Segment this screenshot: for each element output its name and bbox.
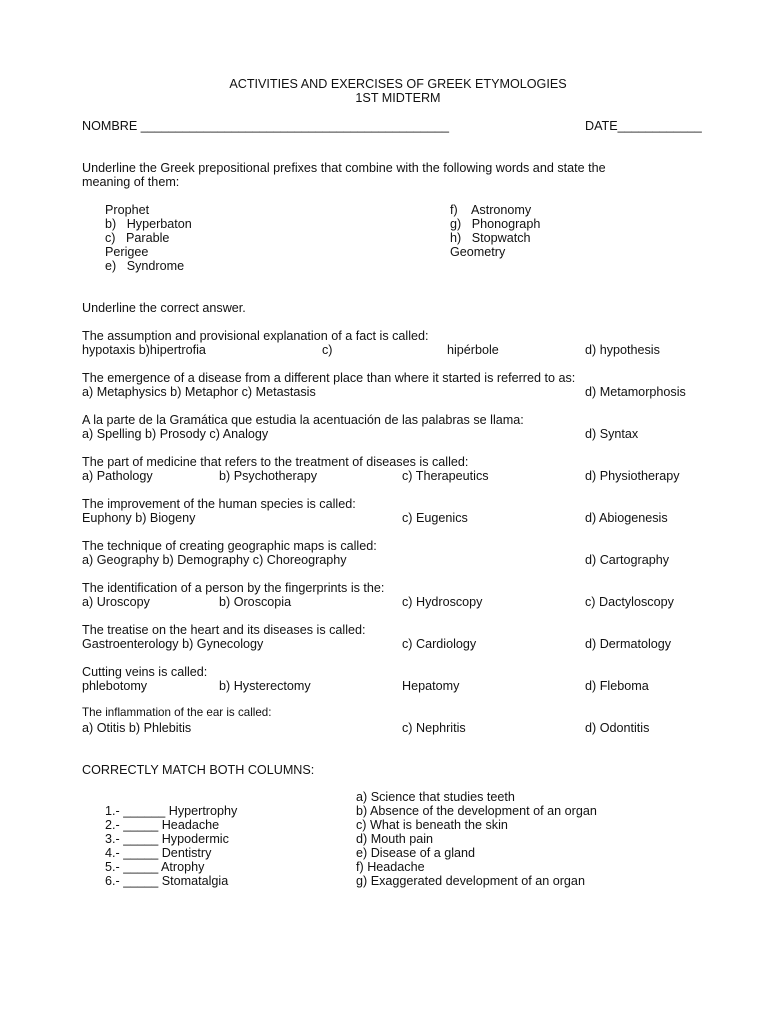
word-item: f) Astronomy	[450, 203, 532, 217]
word-item: h) Stopwatch	[450, 231, 531, 245]
answer-option-a: a) Geography b) Demography c) Choreography	[82, 553, 347, 567]
word-item: Perigee	[105, 245, 149, 259]
answer-option-a: a) Pathology	[82, 469, 153, 483]
answer-option-a: phlebotomy	[82, 679, 148, 693]
word-item: Prophet	[105, 203, 150, 217]
match-right-item: e) Disease of a gland	[356, 846, 476, 860]
word-item: b) Hyperbaton	[105, 217, 192, 231]
answer-option-d: d) Cartography	[585, 553, 669, 567]
section1-instruction-line1: Underline the Greek prepositional prefixes that combine with the following words and state the	[82, 161, 606, 175]
nombre-field: NOMBRE ____________________________________________	[82, 119, 449, 133]
document-subtitle: 1ST MIDTERM	[355, 91, 441, 105]
word-item: Geometry	[450, 245, 506, 259]
answer-option-d: c) Dactyloscopy	[585, 595, 674, 609]
section3-instruction: CORRECTLY MATCH BOTH COLUMNS:	[82, 763, 315, 777]
match-left-item: 4.- _____ Dentistry	[105, 846, 212, 860]
section2-instruction: Underline the correct answer.	[82, 301, 246, 315]
match-right-item: c) What is beneath the skin	[356, 818, 508, 832]
answer-option-a: a) Uroscopy	[82, 595, 150, 609]
match-left-item: 3.- _____ Hypodermic	[105, 832, 229, 846]
match-right-item: g) Exaggerated development of an organ	[356, 874, 585, 888]
answer-option-a: a) Spelling b) Prosody c) Analogy	[82, 427, 269, 441]
answer-option-c: c) Nephritis	[402, 721, 466, 735]
question-text: The technique of creating geographic maps is called:	[82, 539, 377, 553]
answer-option-d: d) Abiogenesis	[585, 511, 668, 525]
match-right-item: d) Mouth pain	[356, 832, 434, 846]
answer-option-c: c) Hydroscopy	[402, 595, 483, 609]
question-text: The inflammation of the ear is called:	[82, 706, 272, 719]
word-item: e) Syndrome	[105, 259, 185, 273]
document-title: ACTIVITIES AND EXERCISES OF GREEK ETYMOLOGIES	[229, 77, 567, 91]
match-left-item: 6.- _____ Stomatalgia	[105, 874, 229, 888]
question-text: The assumption and provisional explanation of a fact is called:	[82, 329, 429, 343]
answer-option-d: d) Fleboma	[585, 679, 649, 693]
answer-option-d: d) Odontitis	[585, 721, 650, 735]
answer-option-b: b) Psychotherapy	[219, 469, 318, 483]
question-text: The treatise on the heart and its diseases is called:	[82, 623, 366, 637]
answer-option-b: b) Oroscopia	[219, 595, 292, 609]
question-text: The part of medicine that refers to the treatment of diseases is called:	[82, 455, 469, 469]
word-item: c) Parable	[105, 231, 170, 245]
answer-option-a: Gastroenterology b) Gynecology	[82, 637, 264, 651]
answer-option-d: d) Physiotherapy	[585, 469, 680, 483]
answer-option-d: d) hypothesis	[585, 343, 660, 357]
question-text: A la parte de la Gramática que estudia la acentuación de las palabras se llama:	[82, 413, 524, 427]
match-left-item: 2.- _____ Headache	[105, 818, 220, 832]
match-left-item: 1.- ______ Hypertrophy	[105, 804, 238, 818]
answer-option-c-text: hipérbole	[447, 343, 499, 357]
question-text: The identification of a person by the fingerprints is the:	[82, 581, 385, 595]
answer-option-c: c) Therapeutics	[402, 469, 489, 483]
answer-option-d: d) Metamorphosis	[585, 385, 686, 399]
match-left-item: 5.- _____ Atrophy	[105, 860, 205, 874]
answer-option-c: c) Cardiology	[402, 637, 477, 651]
answer-option-d: d) Syntax	[585, 427, 639, 441]
question-text: The improvement of the human species is called:	[82, 497, 356, 511]
question-text: Cutting veins is called:	[82, 665, 208, 679]
answer-option-a: a) Otitis b) Phlebitis	[82, 721, 192, 735]
section1-instruction-line2: meaning of them:	[82, 175, 180, 189]
answer-option-a: a) Metaphysics b) Metaphor c) Metastasis	[82, 385, 316, 399]
answer-option-c: c) Eugenics	[402, 511, 468, 525]
answer-option-c: c)	[322, 343, 333, 357]
answer-option-c: Hepatomy	[402, 679, 460, 693]
answer-option-b: b) Hysterectomy	[219, 679, 311, 693]
word-item: g) Phonograph	[450, 217, 541, 231]
answer-option-d: d) Dermatology	[585, 637, 672, 651]
question-text: The emergence of a disease from a different place than where it started is referred to as:	[82, 371, 576, 385]
answer-option-a: hypotaxis b)hipertrofia	[82, 343, 206, 357]
date-field: DATE____________	[585, 119, 702, 133]
match-right-item: f) Headache	[356, 860, 425, 874]
match-right-item: a) Science that studies teeth	[356, 790, 515, 804]
match-right-item: b) Absence of the development of an organ	[356, 804, 597, 818]
answer-option-a: Euphony b) Biogeny	[82, 511, 196, 525]
